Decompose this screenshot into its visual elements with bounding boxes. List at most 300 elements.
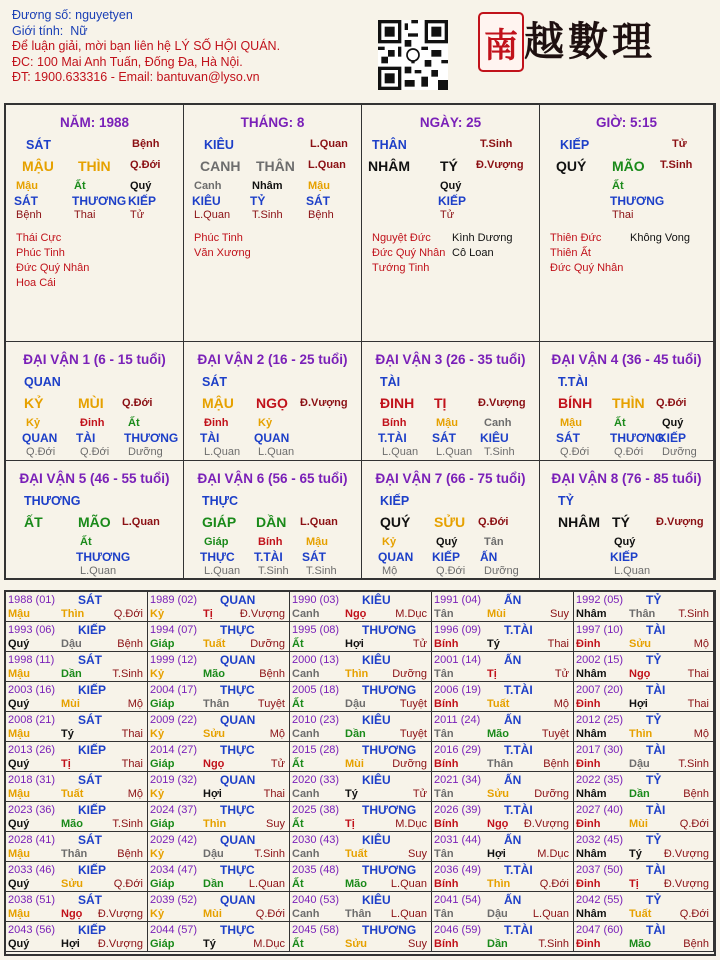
hidden-phase: Tử	[440, 209, 455, 221]
year-stem: Canh	[292, 848, 320, 860]
year-stem: Nhâm	[576, 608, 607, 620]
year-ten-god: T.TÀI	[504, 923, 533, 937]
year-cell	[290, 832, 432, 862]
year-ten-god: KIÊU	[362, 653, 391, 667]
year-ten-god: TỶ	[646, 713, 662, 727]
year-ten-god: TÀI	[646, 683, 666, 697]
year-cell	[148, 892, 290, 922]
year-phase: Bệnh	[683, 938, 709, 950]
year-phase: M.Dục	[395, 608, 427, 620]
hidden-ten-god: KIẾP	[128, 194, 157, 208]
year-cell	[148, 682, 290, 712]
year-cell	[6, 802, 148, 832]
dai-van-title: ĐẠI VẬN 1 (6 - 15 tuổi)	[23, 352, 166, 367]
year-branch: Tý	[61, 728, 74, 740]
pillar-title: THÁNG: 8	[240, 115, 305, 130]
year-phase: Đ.Vượng	[663, 848, 709, 860]
dai-van-title: ĐẠI VẬN 7 (66 - 75 tuổi)	[375, 471, 526, 486]
year-cell	[574, 862, 714, 892]
dai-van-stem: GIÁP	[202, 514, 237, 530]
year-ten-god: T.TÀI	[504, 743, 533, 757]
star-label: Phúc Tinh	[16, 247, 65, 259]
year-phase: T.Sinh	[538, 938, 569, 950]
dai-van-ten-god: TÀI	[380, 375, 401, 389]
year-label: 1999 (12)	[150, 654, 198, 666]
year-branch: Thìn	[61, 608, 85, 620]
dai-van-hidden-stem: Kỷ	[382, 536, 397, 548]
year-branch: Tý	[345, 788, 358, 800]
hidden-ten-god: THƯƠNG	[610, 194, 665, 208]
year-ten-god: T.TÀI	[504, 863, 533, 877]
dai-van-hidden-ten-god: SÁT	[556, 431, 580, 445]
year-branch: Thân	[61, 848, 88, 860]
year-label: 2023 (36)	[8, 804, 56, 816]
year-branch: Mùi	[345, 758, 364, 770]
year-label: 2008 (21)	[8, 714, 56, 726]
year-ten-god: THƯƠNG	[362, 923, 417, 937]
year-cell	[148, 742, 290, 772]
year-phase: Dưỡng	[534, 788, 569, 800]
year-label: 2040 (53)	[292, 894, 340, 906]
year-phase: Tử	[412, 638, 427, 650]
year-ten-god: THỰC	[220, 923, 255, 937]
year-cell	[574, 742, 714, 772]
dai-van-hidden-phase: T.Sinh	[306, 565, 337, 577]
year-cell	[432, 682, 574, 712]
year-label: 2046 (59)	[434, 924, 482, 936]
qr-code-icon	[378, 20, 448, 90]
star-label: Thiên Đức	[550, 232, 602, 244]
seal-glyph: 南	[484, 25, 518, 66]
pillar-title: NĂM: 1988	[59, 115, 130, 130]
year-cell	[432, 622, 574, 652]
dai-van-stem: MẬU	[202, 395, 234, 411]
year-branch: Ngọ	[487, 818, 509, 830]
year-cell	[148, 862, 290, 892]
year-label: 1996 (09)	[434, 624, 482, 636]
year-branch: Tý	[487, 638, 500, 650]
dai-van-hidden-phase: Q.Đới	[614, 446, 644, 458]
stem-phase: L.Quan	[310, 138, 348, 150]
year-label: 1988 (01)	[8, 594, 56, 606]
year-ten-god: KIÊU	[362, 833, 391, 847]
year-label: 2005 (18)	[292, 684, 340, 696]
year-stem: Quý	[8, 698, 30, 710]
dai-van-branch: NGỌ	[256, 395, 288, 411]
year-ten-god: ẤN	[504, 593, 522, 607]
year-stem: Ất	[292, 938, 304, 950]
year-phase: Mộ	[553, 698, 569, 710]
year-cell	[148, 622, 290, 652]
brand-title: 越數理	[524, 18, 656, 65]
year-phase: Mộ	[127, 698, 143, 710]
year-ten-god: KIẾP	[78, 623, 107, 637]
year-ten-god: SÁT	[78, 593, 102, 607]
heavenly-stem: QUÝ	[556, 158, 587, 174]
hidden-ten-god: KIÊU	[192, 194, 221, 208]
year-stem: Mậu	[8, 908, 30, 920]
year-phase: T.Sinh	[254, 848, 285, 860]
year-label: 2021 (34)	[434, 774, 482, 786]
year-stem: Giáp	[150, 938, 175, 950]
year-stem: Ất	[292, 698, 304, 710]
dai-van-phase: Đ.Vượng	[478, 397, 526, 409]
dai-van-hidden-stem: Kỷ	[26, 417, 41, 429]
year-cell	[574, 802, 714, 832]
year-label: 2002 (15)	[576, 654, 624, 666]
year-stem: Ất	[292, 758, 304, 770]
branch-phase: Đ.Vượng	[476, 159, 524, 171]
year-ten-god: THƯƠNG	[362, 623, 417, 637]
year-branch: Dậu	[61, 638, 82, 650]
year-cell	[148, 802, 290, 832]
year-branch: Tuất	[345, 848, 368, 860]
dai-van-branch: MÃO	[78, 514, 111, 530]
year-label: 2042 (55)	[576, 894, 624, 906]
year-label: 2006 (19)	[434, 684, 482, 696]
year-phase: Q.Đới	[113, 608, 143, 620]
dai-van-hidden-stem: Đinh	[80, 417, 105, 429]
year-cell	[574, 622, 714, 652]
earthly-branch: THÂN	[256, 158, 295, 174]
year-stem: Canh	[292, 668, 320, 680]
hidden-stem: Ất	[612, 180, 624, 192]
year-cell	[6, 832, 148, 862]
year-stem: Canh	[292, 908, 320, 920]
year-stem: Tân	[434, 908, 454, 920]
year-stem: Quý	[8, 878, 30, 890]
pillar-column-0	[6, 105, 184, 342]
year-label: 2019 (32)	[150, 774, 198, 786]
star-label: Thiên Ất	[550, 247, 591, 259]
year-label: 1992 (05)	[576, 594, 624, 606]
year-stem: Tân	[434, 728, 454, 740]
year-branch: Sửu	[345, 938, 368, 950]
year-stem: Bính	[434, 758, 459, 770]
dai-van-hidden-stem: Kỷ	[258, 417, 273, 429]
stem-phase: Tử	[672, 138, 687, 150]
year-ten-god: THỰC	[220, 743, 255, 757]
year-cell	[290, 622, 432, 652]
year-stem: Mậu	[8, 608, 30, 620]
hidden-ten-god: TỶ	[250, 194, 266, 208]
year-label: 2043 (56)	[8, 924, 56, 936]
year-label: 2031 (44)	[434, 834, 482, 846]
year-label: 1993 (06)	[8, 624, 56, 636]
star-label: Đức Quý Nhân	[372, 247, 446, 259]
dai-van-hidden-ten-god: KIẾP	[658, 431, 687, 445]
earthly-branch: TÝ	[440, 158, 458, 174]
dai-van-phase: Đ.Vượng	[656, 516, 704, 528]
dai-van-hidden-phase: Q.Đới	[436, 565, 466, 577]
year-label: 2015 (28)	[292, 744, 340, 756]
year-phase: Dưỡng	[392, 668, 427, 680]
year-stem: Bính	[434, 818, 459, 830]
year-phase: Thai	[687, 668, 709, 680]
dai-van-hidden-phase: Q.Đới	[80, 446, 110, 458]
year-stem: Tân	[434, 608, 454, 620]
year-label: 2041 (54)	[434, 894, 482, 906]
year-branch: Mùi	[203, 908, 222, 920]
dai-van-hidden-ten-god: T.TÀI	[378, 431, 407, 445]
year-ten-god: KIẾP	[78, 803, 107, 817]
year-stem: Canh	[292, 608, 320, 620]
year-label: 2018 (31)	[8, 774, 56, 786]
year-label: 2020 (33)	[292, 774, 340, 786]
year-stem: Đinh	[576, 638, 601, 650]
year-phase: Dưỡng	[392, 758, 427, 770]
year-cell	[6, 712, 148, 742]
year-branch: Thìn	[203, 818, 227, 830]
year-phase: T.Sinh	[112, 668, 143, 680]
year-ten-god: KIẾP	[78, 743, 107, 757]
hidden-phase: Thai	[612, 209, 634, 221]
dai-van-cell-4	[540, 342, 714, 461]
star-label-secondary: Cô Loan	[452, 247, 494, 259]
hidden-ten-god: SÁT	[14, 194, 38, 208]
year-phase: Q.Đới	[679, 818, 709, 830]
year-label: 2024 (37)	[150, 804, 198, 816]
year-stem: Giáp	[150, 878, 175, 890]
year-branch: Tý	[203, 938, 216, 950]
year-stem: Nhâm	[576, 668, 607, 680]
star-label: Đức Quý Nhân	[550, 262, 624, 274]
year-ten-god: TÀI	[646, 623, 666, 637]
year-branch: Tuất	[487, 698, 510, 710]
year-label: 2033 (46)	[8, 864, 56, 876]
year-label: 2004 (17)	[150, 684, 198, 696]
star-label: Phúc Tinh	[194, 232, 243, 244]
year-stem: Canh	[292, 728, 320, 740]
dai-van-hidden-phase: L.Quan	[382, 446, 419, 458]
year-label: 2036 (49)	[434, 864, 482, 876]
year-ten-god: KIÊU	[362, 713, 391, 727]
year-label: 2007 (20)	[576, 684, 624, 696]
hidden-phase: T.Sinh	[252, 209, 283, 221]
year-phase: T.Sinh	[678, 758, 709, 770]
year-branch: Ngọ	[61, 908, 83, 920]
year-ten-god: ẤN	[504, 833, 522, 847]
heavenly-stem: CANH	[200, 158, 241, 174]
heavenly-stem: MẬU	[22, 158, 54, 174]
dai-van-hidden-phase: Dưỡng	[662, 446, 697, 458]
year-cell	[6, 922, 148, 952]
year-phase: L.Quan	[532, 908, 569, 920]
year-cell	[432, 862, 574, 892]
year-ten-god: SÁT	[78, 713, 102, 727]
year-branch: Ngọ	[345, 608, 367, 620]
year-phase: Tử	[412, 788, 427, 800]
dai-van-cell-2	[184, 342, 362, 461]
year-phase: Thai	[121, 758, 143, 770]
year-branch: Dần	[629, 788, 650, 800]
year-label: 2025 (38)	[292, 804, 340, 816]
year-label: 2028 (41)	[8, 834, 56, 846]
hidden-stem: Quý	[130, 180, 152, 192]
year-label: 2012 (25)	[576, 714, 624, 726]
year-cell	[290, 802, 432, 832]
year-branch: Hợi	[345, 638, 364, 650]
year-phase: M.Dục	[537, 848, 569, 860]
hidden-ten-god: SÁT	[306, 194, 330, 208]
dai-van-hidden-stem: Mậu	[306, 536, 328, 548]
year-ten-god: TỶ	[646, 893, 662, 907]
dai-van-branch: THÌN	[612, 395, 645, 411]
dai-van-cell-8	[540, 461, 714, 580]
year-label: 2016 (29)	[434, 744, 482, 756]
year-cell	[6, 772, 148, 802]
year-cell	[432, 832, 574, 862]
year-branch: Hợi	[487, 848, 506, 860]
year-cell	[290, 772, 432, 802]
year-ten-god: SÁT	[78, 893, 102, 907]
year-cell	[432, 652, 574, 682]
year-cell	[574, 772, 714, 802]
stem-ten-god: SÁT	[26, 138, 51, 152]
year-cell	[6, 622, 148, 652]
year-label: 1991 (04)	[434, 594, 482, 606]
dai-van-stem: ĐINH	[380, 395, 415, 411]
dai-van-hidden-stem: Tân	[484, 536, 504, 548]
year-label: 2011 (24)	[434, 714, 481, 726]
star-label-secondary: Không Vong	[630, 232, 690, 244]
year-cell	[574, 922, 714, 952]
year-label: 2035 (48)	[292, 864, 340, 876]
star-label: Đức Quý Nhân	[16, 262, 90, 274]
year-branch: Hợi	[629, 698, 648, 710]
dai-van-hidden-ten-god: THỰC	[200, 550, 235, 564]
dai-van-hidden-stem: Ất	[80, 536, 92, 548]
year-label: 1995 (08)	[292, 624, 340, 636]
pillar-title: GIỜ: 5:15	[595, 115, 658, 130]
dai-van-hidden-stem: Giáp	[204, 536, 229, 548]
dai-van-ten-god: QUAN	[24, 375, 61, 389]
year-label: 2034 (47)	[150, 864, 198, 876]
year-branch: Dần	[61, 668, 82, 680]
year-label: 2001 (14)	[434, 654, 482, 666]
year-ten-god: TÀI	[646, 803, 666, 817]
year-ten-god: ẤN	[504, 773, 522, 787]
year-stem: Giáp	[150, 638, 175, 650]
dai-van-hidden-stem: Quý	[436, 536, 458, 548]
dai-van-phase: L.Quan	[300, 516, 338, 528]
year-cell	[432, 712, 574, 742]
year-label: 2030 (43)	[292, 834, 340, 846]
year-stem: Giáp	[150, 818, 175, 830]
dai-van-title: ĐẠI VẬN 6 (56 - 65 tuổi)	[197, 471, 348, 486]
year-phase: Q.Đới	[539, 878, 569, 890]
hidden-ten-god: THƯƠNG	[72, 194, 127, 208]
year-branch: Mão	[61, 818, 83, 830]
hidden-ten-god: KIẾP	[438, 194, 467, 208]
year-ten-god: QUAN	[220, 893, 256, 907]
year-cell	[148, 652, 290, 682]
year-label: 1990 (03)	[292, 594, 340, 606]
year-branch: Dậu	[487, 908, 508, 920]
hidden-phase: Bệnh	[16, 209, 42, 221]
dai-van-ten-god: SÁT	[202, 375, 227, 389]
year-label: 2038 (51)	[8, 894, 56, 906]
year-branch: Ngọ	[629, 668, 651, 680]
year-phase: Suy	[266, 818, 285, 830]
year-stem: Mậu	[8, 788, 30, 800]
year-stem: Canh	[292, 788, 320, 800]
year-phase: Bệnh	[543, 758, 569, 770]
dai-van-cell-7	[362, 461, 540, 580]
year-cell	[148, 712, 290, 742]
year-branch: Tuất	[629, 908, 652, 920]
year-label: 2010 (23)	[292, 714, 340, 726]
year-phase: Thai	[687, 698, 709, 710]
year-branch: Tuất	[203, 638, 226, 650]
year-ten-god: KIẾP	[78, 863, 107, 877]
year-cell	[574, 892, 714, 922]
year-label: 1997 (10)	[576, 624, 624, 636]
star-label: Tướng Tinh	[372, 262, 430, 274]
year-label: 2032 (45)	[576, 834, 624, 846]
hidden-stem: Mậu	[308, 180, 330, 192]
dai-van-hidden-ten-god: QUAN	[22, 431, 58, 445]
year-ten-god: TỶ	[646, 593, 662, 607]
year-cell	[574, 652, 714, 682]
year-cell	[6, 862, 148, 892]
year-phase: L.Quan	[390, 908, 427, 920]
year-branch: Thân	[487, 758, 514, 770]
dai-van-hidden-phase: Dưỡng	[128, 446, 163, 458]
year-branch: Mão	[629, 938, 651, 950]
year-cell	[290, 652, 432, 682]
year-label: 2047 (60)	[576, 924, 624, 936]
year-branch: Tị	[629, 878, 639, 890]
year-stem: Nhâm	[576, 788, 607, 800]
year-branch: Mùi	[61, 698, 80, 710]
year-ten-god: THƯƠNG	[362, 743, 417, 757]
year-phase: Suy	[408, 848, 427, 860]
pillar-column-1	[184, 105, 362, 342]
dai-van-hidden-phase: L.Quan	[204, 446, 241, 458]
dai-van-hidden-phase: Dưỡng	[484, 565, 519, 577]
pillar-column-2	[362, 105, 540, 342]
year-phase: Bệnh	[117, 848, 143, 860]
year-branch: Dậu	[203, 848, 224, 860]
year-phase: Q.Đới	[113, 878, 143, 890]
branch-phase: Q.Đới	[130, 159, 161, 171]
dai-van-hidden-ten-god: T.TÀI	[254, 550, 283, 564]
dai-van-title: ĐẠI VẬN 3 (26 - 35 tuổi)	[375, 352, 526, 367]
year-branch: Dần	[487, 938, 508, 950]
year-phase: Suy	[550, 608, 569, 620]
year-phase: Tuyệt	[399, 698, 427, 710]
gender-label: Giới tính:	[12, 23, 64, 38]
phone-email-line: ĐT: 1900.633316 - Email: bantuvan@lyso.vn	[12, 70, 260, 84]
year-stem: Quý	[8, 758, 30, 770]
year-ten-god: KIÊU	[362, 893, 391, 907]
dai-van-hidden-phase: L.Quan	[258, 446, 295, 458]
dai-van-branch: MÙI	[78, 395, 104, 411]
year-cell	[574, 592, 714, 622]
dai-van-title: ĐẠI VẬN 2 (16 - 25 tuổi)	[197, 352, 348, 367]
year-label: 2045 (58)	[292, 924, 340, 936]
year-phase: Q.Đới	[255, 908, 285, 920]
year-ten-god: QUAN	[220, 593, 256, 607]
year-phase: Bệnh	[259, 668, 285, 680]
year-cell	[290, 862, 432, 892]
year-stem: Nhâm	[576, 848, 607, 860]
year-phase: L.Quan	[390, 878, 427, 890]
dai-van-hidden-ten-god: ẤN	[480, 550, 498, 564]
year-branch: Mão	[487, 728, 509, 740]
year-phase: Tử	[554, 668, 569, 680]
